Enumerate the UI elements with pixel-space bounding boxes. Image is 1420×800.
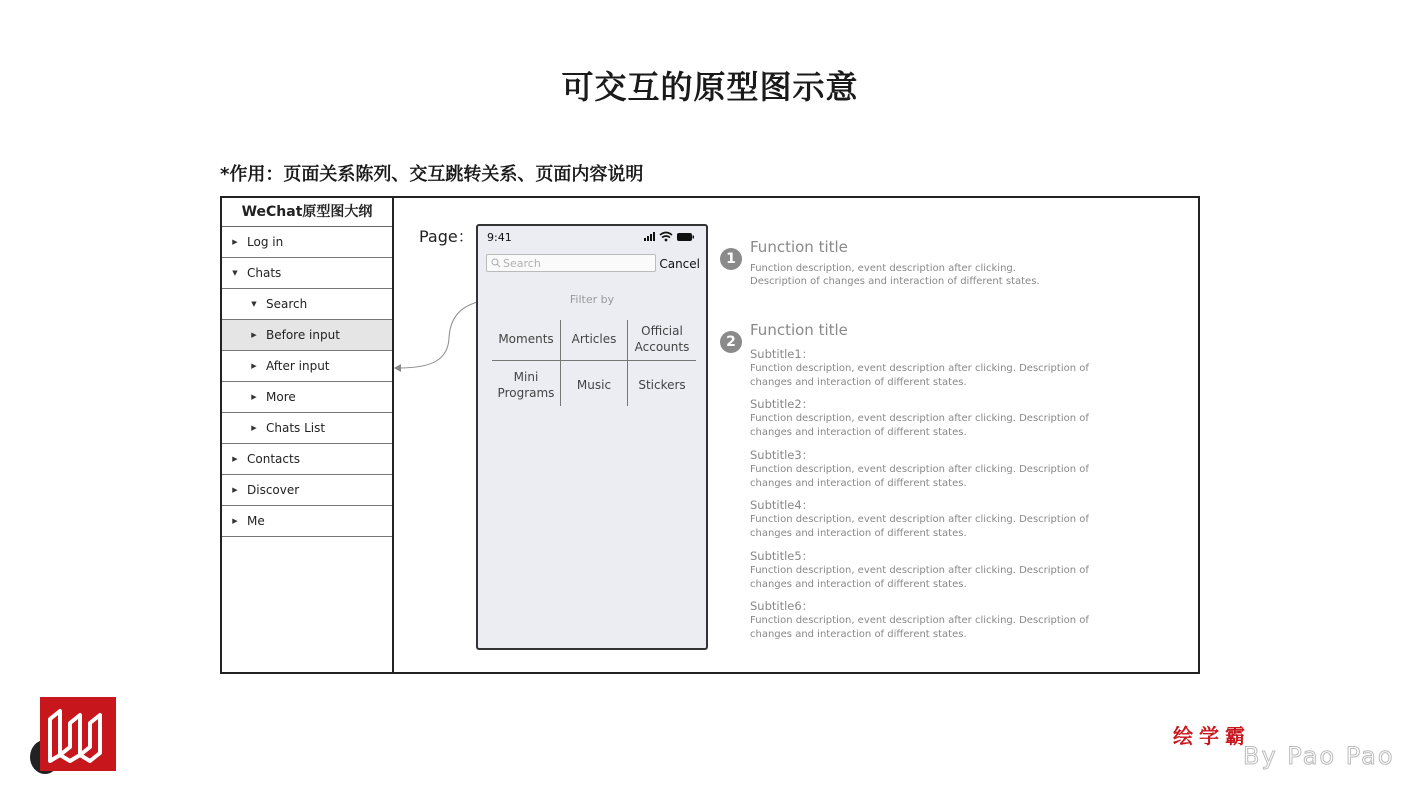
cancel-button[interactable]: Cancel (659, 257, 700, 271)
filter-articles[interactable]: Articles (571, 332, 617, 346)
subtitle: Subtitle3： (750, 448, 814, 462)
phone-mockup (476, 224, 708, 650)
function-description: Function description, event description after clicking. (750, 263, 1016, 274)
search-icon (491, 258, 501, 268)
sidebar-item-label: Chats List (266, 421, 326, 435)
filter-grid (492, 318, 696, 410)
sidebar-item-chats[interactable] (222, 258, 392, 289)
sidebar-item-more[interactable] (222, 382, 392, 413)
subtitle: Subtitle6： (750, 599, 814, 613)
wifi-icon (660, 233, 672, 242)
function-title: Function title (750, 238, 848, 256)
page-label: Page： (419, 227, 474, 246)
sidebar-item-search[interactable] (222, 289, 392, 320)
subtitle-description: Function description, event description after clicking. Description of changes and interaction of different states. (750, 363, 1089, 388)
sidebar-item-label: Discover (247, 483, 300, 497)
page-subtitle: *作用：页面关系陈列、交互跳转关系、页面内容说明 (220, 164, 644, 185)
filter-stickers[interactable]: Stickers (638, 377, 686, 392)
status-time: 9:41 (487, 231, 512, 244)
sidebar-item-label: Contacts (247, 452, 300, 466)
subtitle-description: Function description, event description after clicking. Description of changes and interaction of different states. (750, 565, 1089, 590)
sidebar-item-label: Chats (247, 266, 282, 280)
expanded-arrow-icon: ▼ (251, 300, 257, 308)
sidebar-item-chats-list[interactable] (222, 413, 392, 444)
function-title: Function title (750, 321, 848, 339)
search-input[interactable] (503, 255, 633, 271)
filter-music[interactable]: Music (576, 377, 612, 392)
sidebar-item-label: Me (247, 514, 265, 528)
sidebar-item-log-in[interactable] (222, 227, 392, 258)
signal-icon (644, 232, 655, 241)
number-badge: 2 (720, 331, 742, 353)
sidebar-item-me[interactable] (222, 506, 392, 537)
number-badge: 1 (720, 248, 742, 270)
sidebar-title: WeChat原型图大纲 (222, 198, 392, 227)
sidebar-item-contacts[interactable] (222, 444, 392, 475)
sidebar-item-label: Before input (266, 328, 340, 342)
battery-icon (677, 233, 694, 241)
prototype-frame (220, 196, 1200, 674)
logo-icon (40, 697, 116, 771)
subtitle-description: Function description, event description after clicking. Description of changes and interaction of different states. (750, 514, 1089, 539)
subtitle-description: Function description, event description after clicking. Description of changes and interaction of different states. (750, 413, 1089, 438)
subtitle: Subtitle2： (750, 397, 814, 411)
sidebar-item-after-input[interactable] (222, 351, 392, 382)
author-byline: By Pao Pao (1243, 742, 1395, 770)
search-bar[interactable] (486, 254, 656, 272)
brand-name: 绘学霸 (1173, 724, 1251, 748)
page-title: 可交互的原型图示意 (561, 68, 859, 106)
filter-moments[interactable]: Moments (498, 332, 554, 346)
filter-official-accounts[interactable]: Official Accounts (634, 324, 690, 354)
sidebar-item-before-input[interactable] (222, 320, 392, 351)
sidebar-item-label: Search (266, 297, 308, 311)
collapsed-arrow-icon: ▶ (232, 238, 238, 246)
collapsed-arrow-icon: ▶ (232, 455, 238, 463)
status-icons (644, 231, 696, 243)
expanded-arrow-icon: ▼ (232, 269, 238, 277)
outline-sidebar (222, 198, 394, 672)
sidebar-item-discover[interactable] (222, 475, 392, 506)
sidebar-item-label: Log in (247, 235, 284, 249)
collapsed-arrow-icon: ▶ (251, 424, 257, 432)
collapsed-arrow-icon: ▶ (232, 517, 238, 525)
subtitle: Subtitle1： (750, 347, 814, 361)
filter-mini-programs[interactable]: Mini Programs (497, 369, 555, 400)
collapsed-arrow-icon: ▶ (251, 393, 257, 401)
collapsed-arrow-icon: ▶ (232, 486, 238, 494)
function-description: Description of changes and interaction of different states. (750, 276, 1040, 287)
subtitle-description: Function description, event description after clicking. Description of changes and interaction of different states. (750, 615, 1089, 640)
sidebar-item-label: More (266, 390, 296, 404)
sidebar-item-label: After input (266, 359, 330, 373)
filter-label: Filter by (569, 293, 615, 306)
subtitle: Subtitle5： (750, 549, 814, 563)
collapsed-arrow-icon: ▶ (251, 362, 257, 370)
subtitle-description: Function description, event description after clicking. Description of changes and interaction of different states. (750, 464, 1089, 489)
subtitle: Subtitle4： (750, 498, 814, 512)
collapsed-arrow-icon: ▶ (251, 331, 257, 339)
